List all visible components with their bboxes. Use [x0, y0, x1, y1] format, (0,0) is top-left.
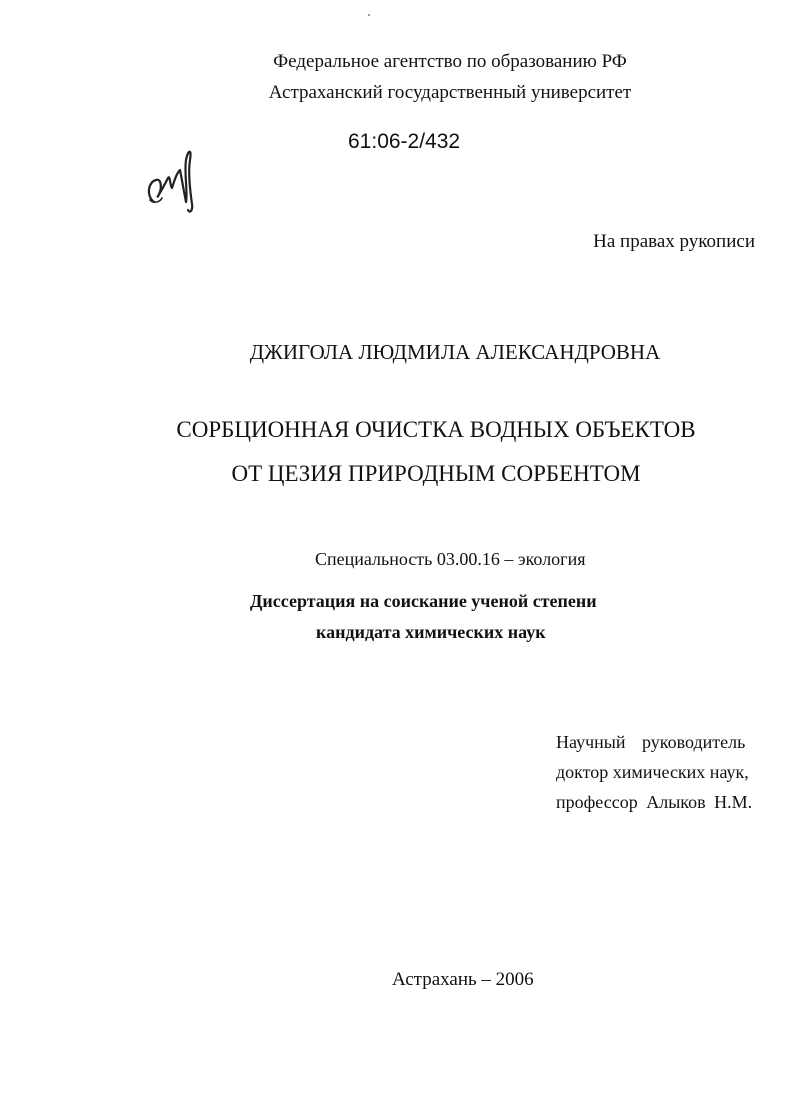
handwritten-signature [140, 130, 200, 220]
author-name: ДЖИГОЛА ЛЮДМИЛА АЛЕКСАНДРОВНА [249, 340, 661, 364]
catalog-code: 61:06-2/432 [348, 130, 461, 153]
city-year: Астрахань – 2006 [392, 969, 534, 990]
dissertation-degree-line-2: кандидата химических наук [316, 622, 546, 642]
dissertation-degree-line-1: Диссертация на соискание ученой степени [250, 591, 597, 611]
university-name: Астраханский государственный университет [268, 82, 632, 103]
supervisor-role: Научный руководитель [556, 732, 746, 752]
rights-notice: На правах рукописи [593, 231, 755, 252]
supervisor-name: профессор Алыков Н.М. [556, 792, 753, 812]
supervisor-degree: доктор химических наук, [556, 762, 749, 782]
specialty-line: Специальность 03.00.16 – экология [315, 549, 586, 569]
scan-speck [368, 14, 370, 16]
title-line-2: ОТ ЦЕЗИЯ ПРИРОДНЫМ СОРБЕНТОМ [231, 461, 641, 486]
title-line-1: СОРБЦИОННАЯ ОЧИСТКА ВОДНЫХ ОБЪЕКТОВ [176, 417, 696, 442]
agency-name: Федеральное агентство по образованию РФ [273, 51, 627, 72]
